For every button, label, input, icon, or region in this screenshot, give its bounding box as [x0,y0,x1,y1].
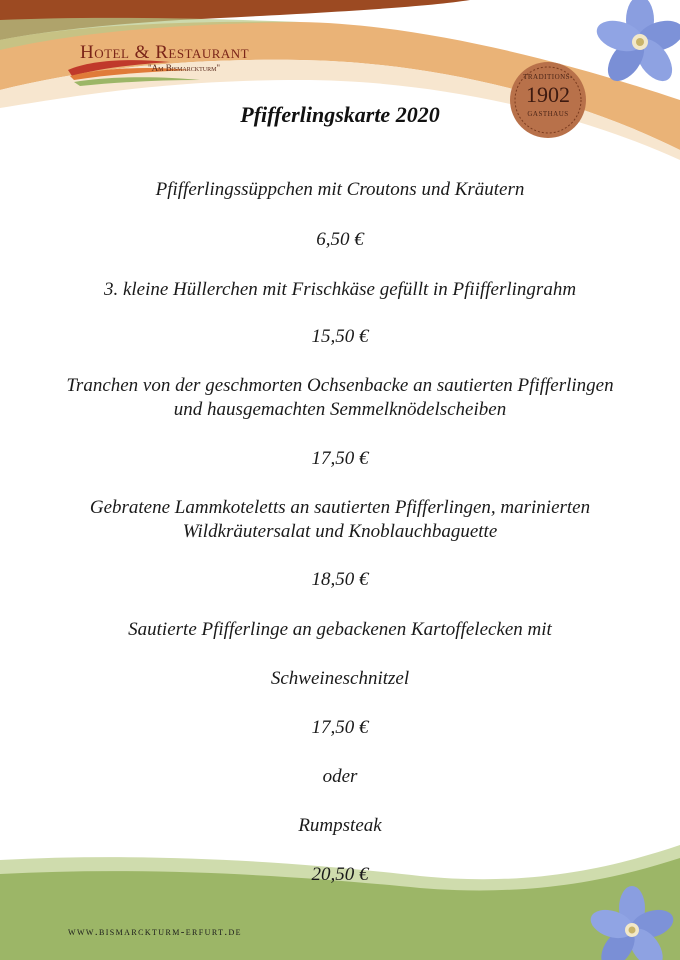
dish-4-line-2: Wildkräutersalat und Knoblauchbaguette [182,521,498,542]
tradition-seal [508,60,588,140]
price-6: 20,50 € [311,864,369,885]
hotel-logo [62,38,262,88]
option-2: Rumpsteak [298,815,382,836]
logo-title: Hotel & Restaurant [80,42,250,63]
dish-1: Pfifferlingssüppchen mit Croutons und Kräutern [155,179,525,200]
dish-4-line-1: Gebratene Lammkoteletts an sautierten Pfifferlingen, marinierten [89,497,591,518]
or-text: oder [322,766,358,787]
website-link[interactable]: www.bismarckturm-erfurt.de [68,926,242,938]
seal-year: 1902 [526,82,570,107]
page-title: Pfifferlingskarte 2020 [240,102,440,127]
price-2: 15,50 € [311,326,369,347]
dish-2: 3. kleine Hüllerchen mit Frischkäse gefüllt in Pfiifferlingrahm [103,279,577,300]
dish-3-line-1: Tranchen von der geschmorten Ochsenbacke an sautierten Pfifferlingen [66,375,614,396]
price-1: 6,50 € [316,229,364,250]
seal-bottom-text: GASTHAUS [527,110,569,118]
dish-3-line-2: und hausgemachten Semmelknödelscheiben [173,399,507,420]
option-1: Schweineschnitzel [270,668,410,689]
logo-subtitle: "Am Bismarckturm" [148,63,221,73]
price-3: 17,50 € [311,448,369,469]
dish-5: Sautierte Pfifferlinge an gebackenen Kartoffelecken mit [128,619,552,640]
price-5: 17,50 € [311,717,369,738]
seal-top-text: TRADITIONS- [523,73,573,81]
flower-icon [593,0,680,88]
price-4: 18,50 € [311,569,369,590]
